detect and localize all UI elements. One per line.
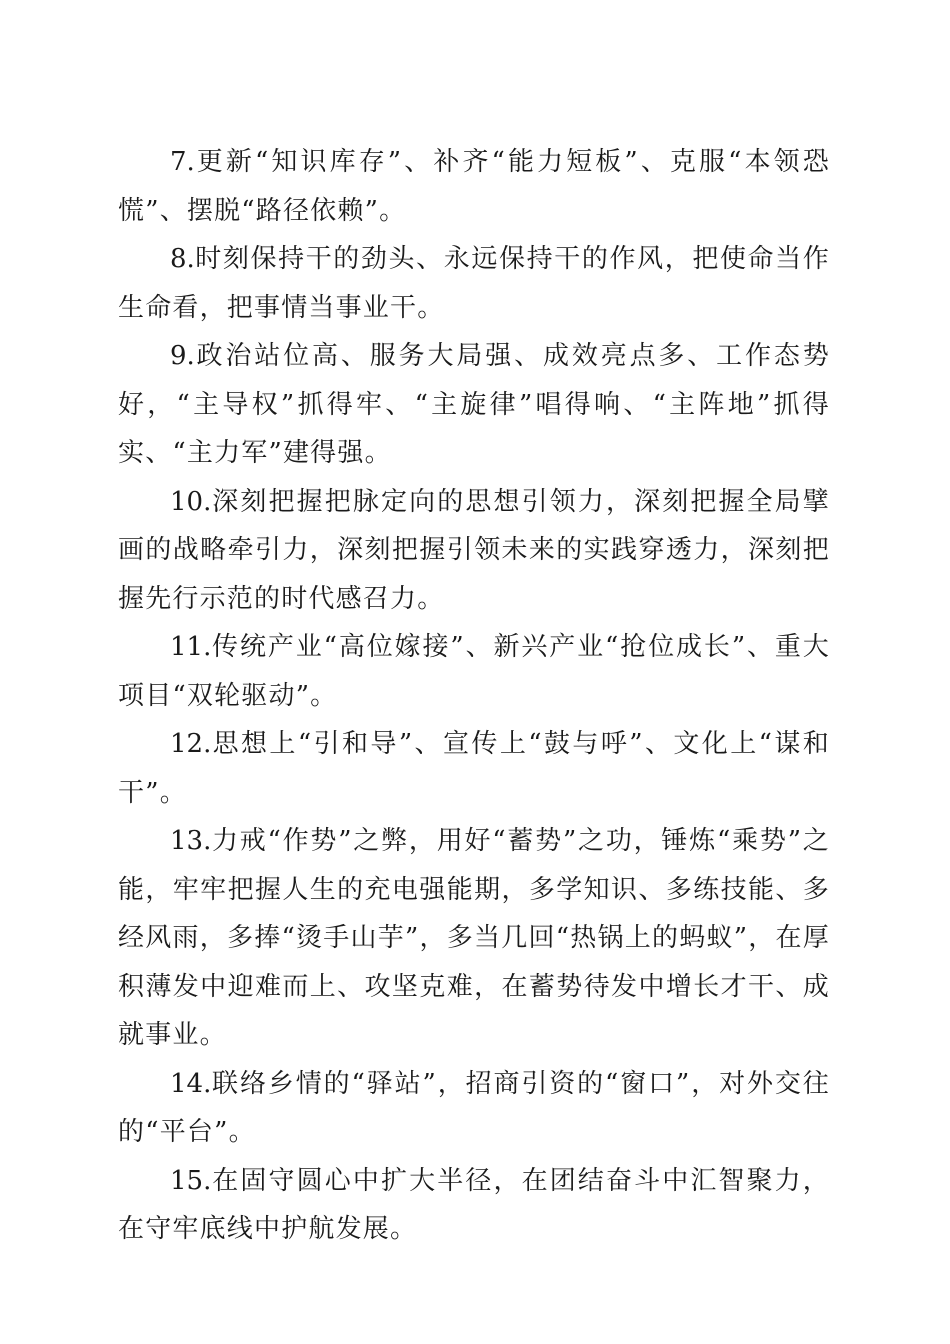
item-number: 10.: [170, 486, 212, 517]
item-text: 力戒“作势”之弊，用好“蓄势”之功，锤炼“乘势”之能，牢牢把握人生的充电强能期，多学知识、多练技能、多经风雨，多捧“烫手山芋”，多当几回“热锅上的蚂蚁”，在厚积薄发中迎难而上、攻坚克难，在蓄势待发中增长才干、成就事业。: [118, 826, 830, 1050]
item-number: 7.: [170, 147, 195, 177]
paragraph-item-9: [118, 332, 830, 478]
item-number: 8.: [170, 244, 195, 274]
item-number: 12.: [170, 729, 212, 759]
item-text: 更新“知识库存”、补齐“能力短板”、克服“本领恐慌”、摆脱“路径依赖”。: [118, 147, 830, 226]
document-body: [118, 138, 830, 1254]
item-text: 时刻保持干的劲头、永远保持干的作风，把使命当作生命看，把事情当事业干。: [118, 244, 830, 323]
item-text: 思想上“引和导”、宣传上“鼓与呼”、文化上“谋和干”。: [118, 729, 830, 808]
item-number: 14.: [170, 1068, 212, 1099]
paragraph-item-14: [118, 1060, 830, 1157]
item-number: 9.: [170, 341, 195, 371]
paragraph-item-13: [118, 817, 830, 1060]
item-text: 在固守圆心中扩大半径，在团结奋斗中汇智聚力，在守牢底线中护航发展。: [118, 1165, 830, 1244]
item-number: 15.: [170, 1165, 212, 1196]
item-text: 联络乡情的“驿站”，招商引资的“窗口”，对外交往的“平台”。: [118, 1068, 830, 1147]
paragraph-item-15: [118, 1157, 830, 1254]
item-number: 11.: [170, 632, 212, 662]
paragraph-item-12: [118, 720, 830, 817]
item-text: 传统产业“高位嫁接”、新兴产业“抢位成长”、重大项目“双轮驱动”。: [118, 632, 830, 711]
item-text: 深刻把握把脉定向的思想引领力，深刻把握全局擘画的战略牵引力，深刻把握引领未来的实践穿透力，深刻把握先行示范的时代感召力。: [118, 486, 830, 614]
paragraph-item-7: [118, 138, 830, 235]
paragraph-item-8: [118, 235, 830, 332]
paragraph-item-11: [118, 623, 830, 720]
item-number: 13.: [170, 826, 212, 856]
paragraph-item-10: [118, 478, 830, 624]
item-text: 政治站位高、服务大局强、成效亮点多、工作态势好，“主导权”抓得牢、“主旋律”唱得响、“主阵地”抓得实、“主力军”建得强。: [118, 341, 830, 468]
